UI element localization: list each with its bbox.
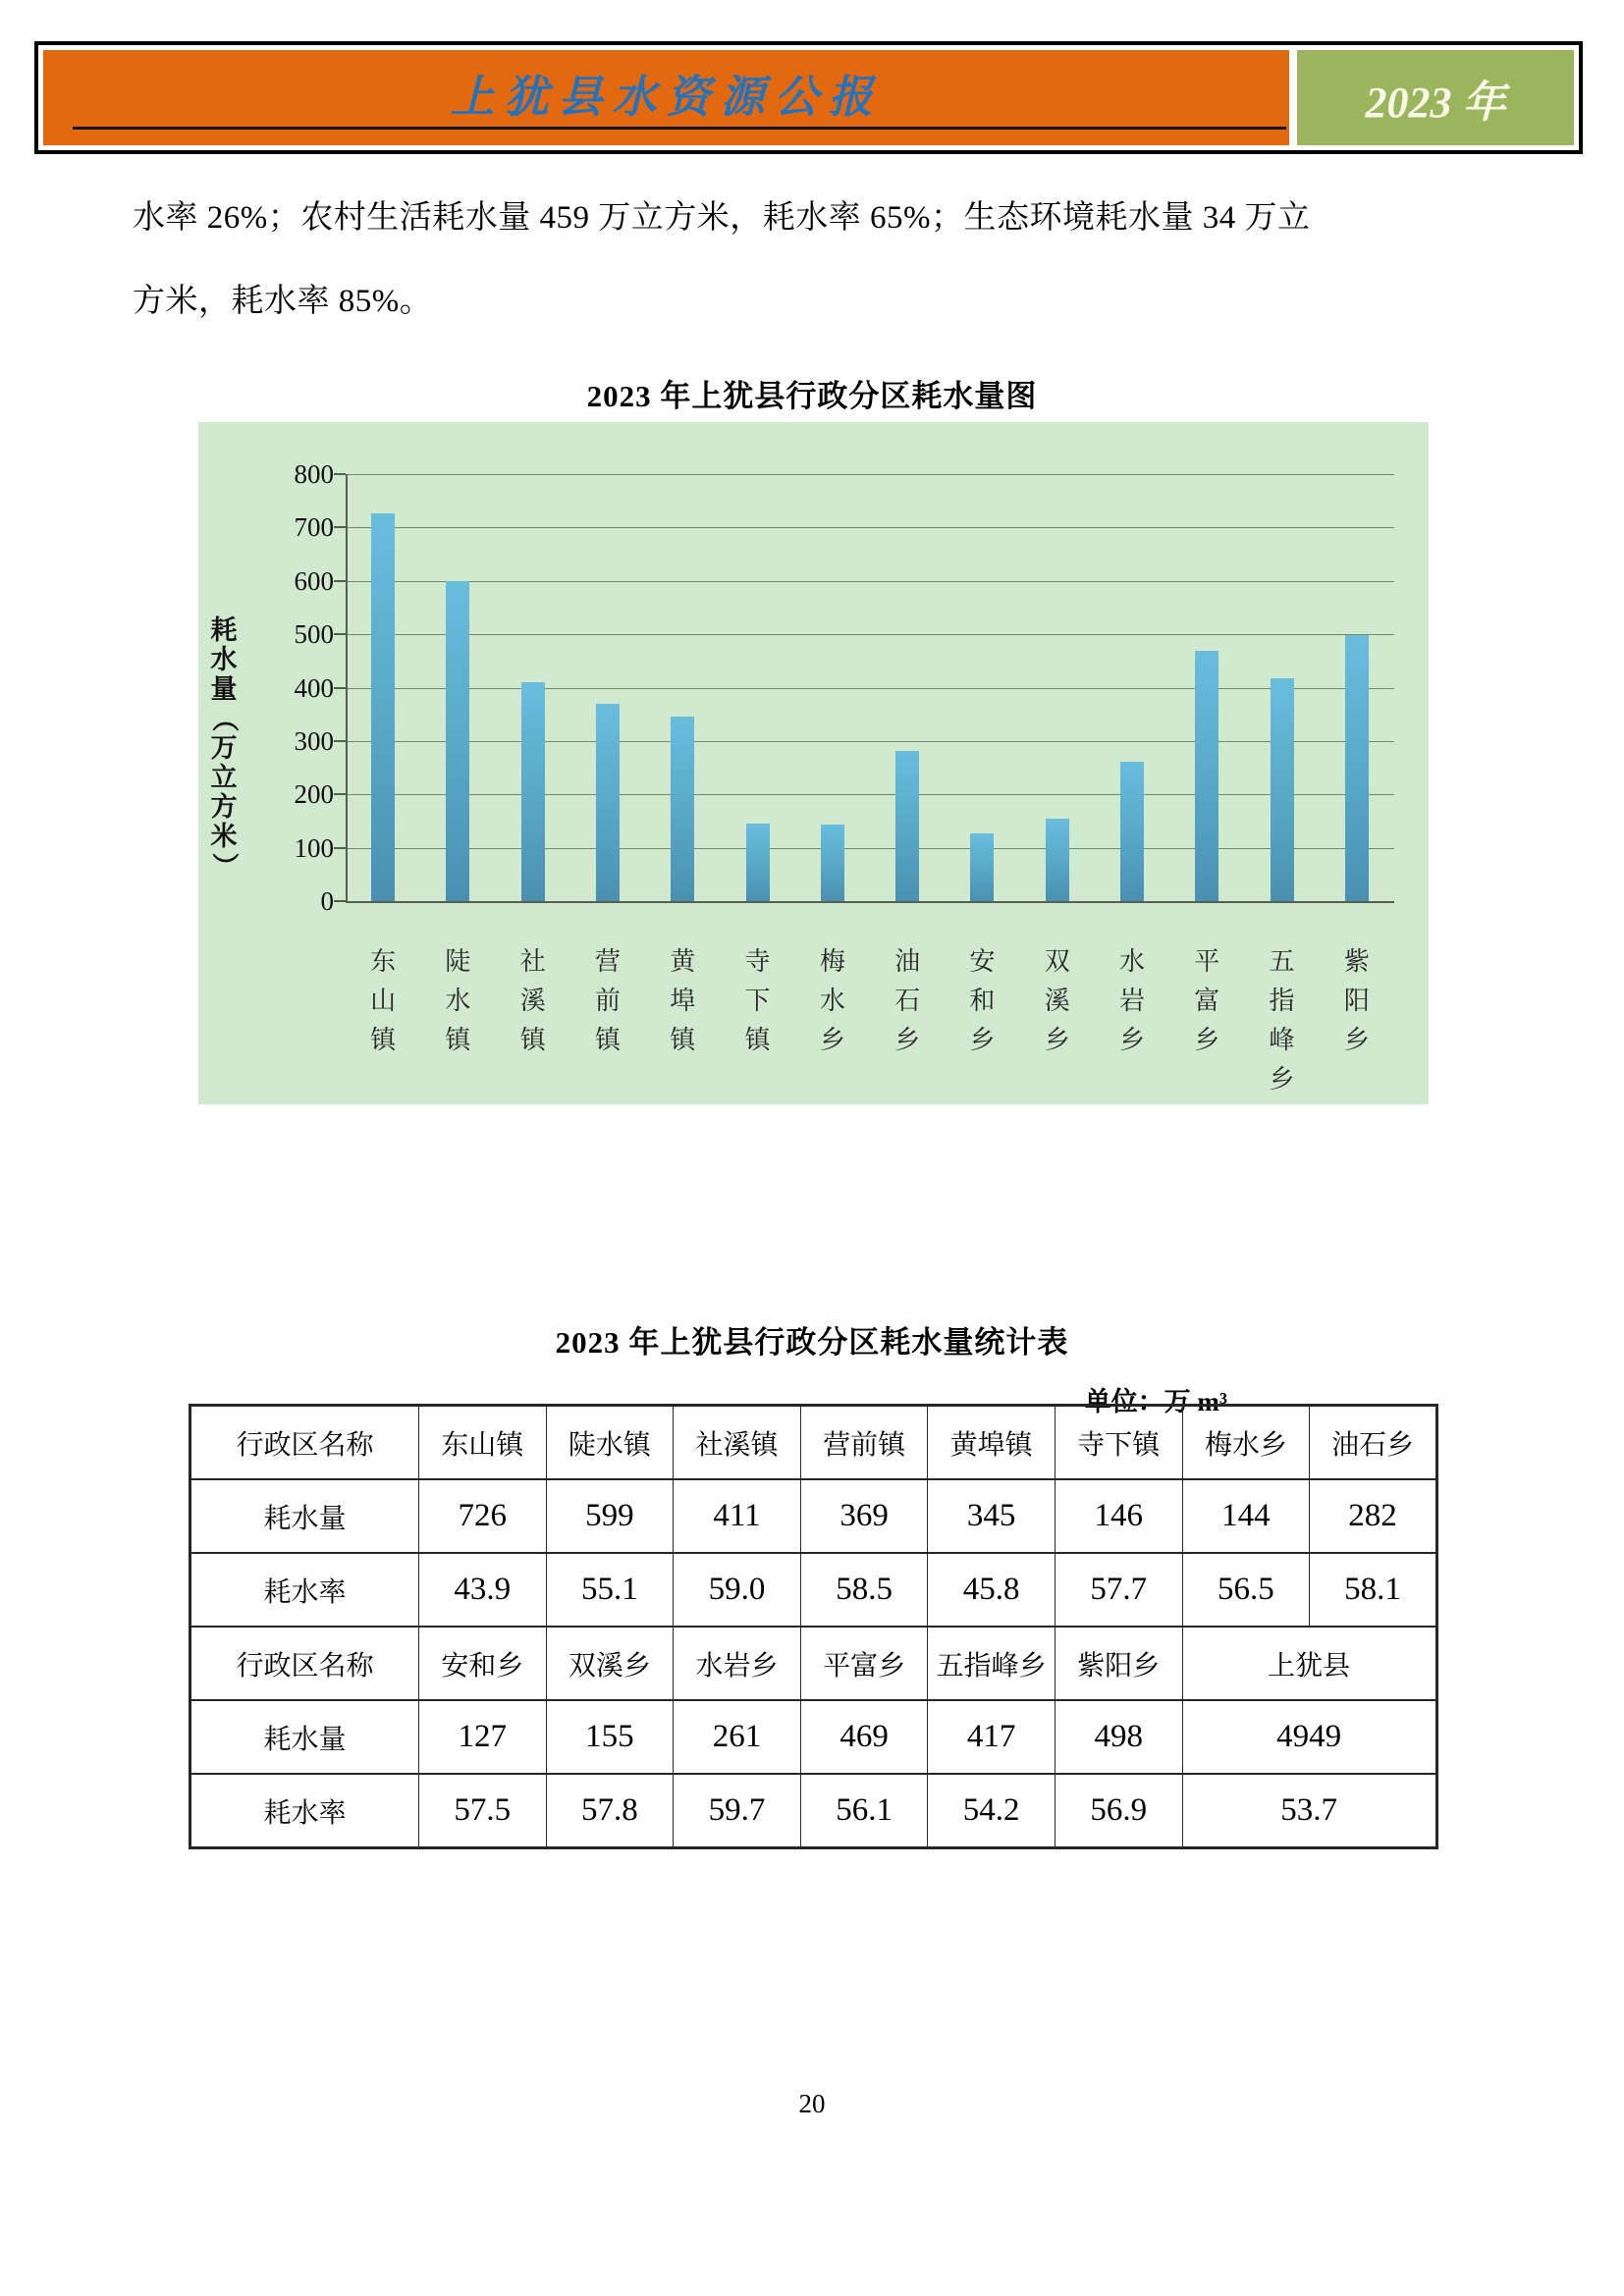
table-cell: 营前镇 (800, 1406, 928, 1480)
table-cell: 行政区名称 (190, 1406, 419, 1480)
table-cell: 726 (419, 1479, 547, 1553)
chart-bar (596, 704, 620, 901)
page-header (34, 41, 1583, 154)
table-cell: 146 (1055, 1479, 1182, 1553)
chart-gridline (346, 741, 1394, 742)
y-axis-title: 耗 水 量 （ 万 立 方 米 ） (209, 615, 239, 880)
chart-bar (371, 513, 395, 901)
chart-bar (821, 825, 844, 901)
table-row (190, 1479, 1437, 1553)
chart-gridline (346, 848, 1394, 849)
table-cell: 144 (1182, 1479, 1310, 1553)
table-cell: 58.5 (800, 1553, 928, 1627)
table-cell: 45.8 (928, 1553, 1056, 1627)
table-cell: 57.7 (1055, 1553, 1182, 1627)
table-cell: 599 (546, 1479, 674, 1553)
chart-bar (446, 581, 469, 901)
x-category-label: 营 前 镇 (594, 947, 621, 1054)
table-cell: 梅水乡 (1182, 1406, 1310, 1480)
table-cell: 黄埠镇 (928, 1406, 1056, 1480)
table-cell: 五指峰乡 (928, 1627, 1056, 1700)
y-axis-tick (334, 687, 346, 689)
table-cell: 东山镇 (419, 1406, 547, 1480)
year-badge (1297, 50, 1574, 145)
chart-gridline (346, 581, 1394, 582)
table-cell: 43.9 (419, 1553, 547, 1627)
table-cell: 耗水率 (190, 1774, 419, 1848)
table-cell: 紫阳乡 (1055, 1627, 1182, 1700)
table-cell: 行政区名称 (190, 1627, 419, 1700)
y-axis (346, 474, 348, 901)
table-cell: 58.1 (1310, 1553, 1437, 1627)
chart-bar (970, 833, 994, 901)
x-category-label: 陡 水 镇 (445, 947, 471, 1054)
table-cell: 55.1 (546, 1553, 674, 1627)
table-row (190, 1553, 1437, 1627)
header-underline (73, 127, 1286, 130)
table-cell: 369 (800, 1479, 928, 1553)
report-title: 上犹县水资源公报 (450, 73, 883, 122)
stats-table (189, 1404, 1438, 1849)
table-cell: 498 (1055, 1700, 1182, 1774)
table-cell: 耗水量 (190, 1700, 419, 1774)
chart-gridline (346, 474, 1394, 475)
table-cell: 54.2 (928, 1774, 1056, 1848)
chart-gridline (346, 527, 1394, 528)
x-axis (346, 901, 1394, 903)
table-row (190, 1700, 1437, 1774)
table-unit-label: 单位：万 m³ (1084, 1387, 1227, 1416)
chart-bar (1345, 635, 1369, 901)
table-cell: 56.5 (1182, 1553, 1310, 1627)
chart-title: 2023 年上犹县行政分区耗水量图 (586, 379, 1038, 413)
table-cell: 56.1 (800, 1774, 928, 1848)
table-cell: 127 (419, 1700, 547, 1774)
table-cell: 57.5 (419, 1774, 547, 1848)
table-cell: 261 (674, 1700, 801, 1774)
table-cell: 平富乡 (800, 1627, 928, 1700)
chart-gridline (346, 794, 1394, 795)
table-row (190, 1406, 1437, 1480)
chart-bar (746, 824, 770, 901)
y-axis-tick (334, 847, 346, 849)
y-axis-tick (334, 526, 346, 528)
table-cell: 469 (800, 1700, 928, 1774)
y-axis-tick (334, 633, 346, 635)
chart-bar (1120, 762, 1144, 901)
y-axis-tick (334, 900, 346, 902)
stats-table-body (190, 1406, 1437, 1848)
y-axis-tick (334, 473, 346, 475)
paragraph-line-1: 水率 26%；农村生活耗水量 459 万立方米，耗水率 65%；生态环境耗水量 34 万立 (133, 200, 1311, 236)
table-cell: 寺下镇 (1055, 1406, 1182, 1480)
chart-gridline (346, 688, 1394, 689)
y-axis-tick (334, 793, 346, 795)
chart-bar (895, 751, 919, 901)
chart-bar (1046, 819, 1069, 901)
x-category-label: 东 山 镇 (370, 947, 397, 1054)
table-row (190, 1627, 1437, 1700)
y-axis-tick (334, 580, 346, 582)
table-cell: 57.8 (546, 1774, 674, 1848)
y-tick-label: 800 (294, 459, 334, 489)
paragraph-line-2: 方米，耗水率 85%。 (133, 284, 433, 319)
table-cell: 双溪乡 (546, 1627, 674, 1700)
bar-chart (198, 422, 1429, 1104)
table-cell: 4949 (1182, 1700, 1436, 1774)
x-category-label: 社 溪 镇 (519, 947, 546, 1054)
chart-gridline (346, 634, 1394, 635)
table-cell: 耗水率 (190, 1553, 419, 1627)
year-badge-label: 2023 年 (1365, 78, 1506, 127)
table-cell: 社溪镇 (674, 1406, 801, 1480)
table-cell: 油石乡 (1310, 1406, 1437, 1480)
x-category-label: 梅 水 乡 (819, 947, 845, 1054)
table-cell: 417 (928, 1700, 1056, 1774)
x-category-label: 安 和 乡 (969, 947, 996, 1054)
y-tick-label: 0 (320, 886, 334, 916)
table-cell: 59.0 (674, 1553, 801, 1627)
table-cell: 411 (674, 1479, 801, 1553)
y-tick-label: 400 (294, 672, 334, 703)
table-title: 2023 年上犹县行政分区耗水量统计表 (555, 1325, 1069, 1360)
table-cell: 安和乡 (419, 1627, 547, 1700)
chart-bar (1195, 651, 1218, 901)
y-axis-tick (334, 740, 346, 742)
table-cell: 56.9 (1055, 1774, 1182, 1848)
table-row (190, 1774, 1437, 1848)
table-cell: 282 (1310, 1479, 1437, 1553)
chart-bar (1271, 678, 1294, 901)
y-tick-label: 200 (294, 779, 334, 810)
table-cell: 水岩乡 (674, 1627, 801, 1700)
page-number: 20 (798, 2089, 826, 2118)
y-tick-label: 300 (294, 725, 334, 756)
y-tick-label: 100 (294, 832, 334, 863)
table-cell: 耗水量 (190, 1479, 419, 1553)
chart-bar (521, 682, 545, 901)
table-cell: 155 (546, 1700, 674, 1774)
x-category-label: 平 富 乡 (1194, 947, 1220, 1054)
table-cell: 53.7 (1182, 1774, 1436, 1848)
x-category-label: 寺 下 镇 (744, 947, 771, 1054)
table-cell: 上犹县 (1182, 1627, 1436, 1700)
y-tick-label: 500 (294, 619, 334, 650)
paragraph (133, 177, 1473, 344)
table-cell: 59.7 (674, 1774, 801, 1848)
chart-bar (671, 717, 694, 901)
x-category-label: 五 指 峰 乡 (1269, 947, 1295, 1094)
y-tick-label: 600 (294, 565, 334, 596)
header-banner (43, 50, 1289, 145)
x-category-label: 黄 埠 镇 (670, 947, 696, 1054)
table-cell: 345 (928, 1479, 1056, 1553)
x-category-label: 油 石 乡 (894, 947, 921, 1054)
x-category-label: 紫 阳 乡 (1343, 947, 1370, 1054)
x-category-label: 双 溪 乡 (1044, 947, 1070, 1054)
x-category-label: 水 岩 乡 (1118, 947, 1145, 1054)
table-cell: 陡水镇 (546, 1406, 674, 1480)
y-tick-label: 700 (294, 512, 334, 543)
